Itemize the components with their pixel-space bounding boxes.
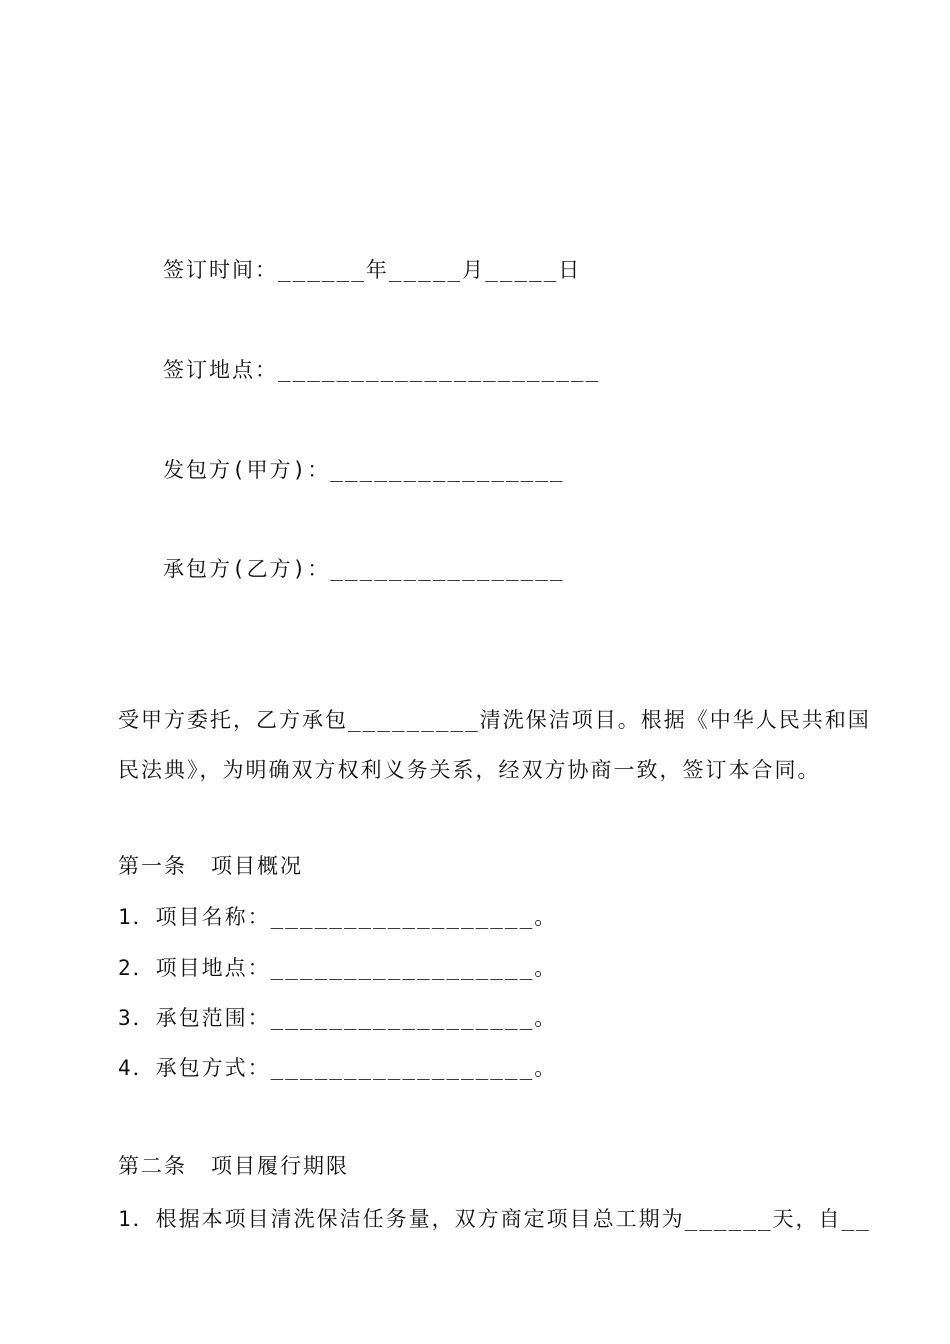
signing-time-field: 签订时间：______年_____月_____日 [163, 258, 582, 282]
article-2-number: 第二条 [118, 1154, 187, 1178]
article-2-item: 1．根据本项目清洗保洁任务量，双方商定项目总工期为______天，自__ [118, 1207, 871, 1231]
article-1-item: 1．项目名称：__________________。 [118, 905, 558, 929]
preamble-line-2: 民法典》，为明确双方权利义务关系，经双方协商一致，签订本合同。 [118, 758, 821, 782]
article-1-heading [118, 852, 303, 880]
signing-place-field: 签订地点：______________________ [163, 358, 601, 382]
party-b-field: 承包方(乙方)：________________ [163, 557, 565, 581]
article-1-item: 3．承包范围：__________________。 [118, 1006, 558, 1030]
party-a-field: 发包方(甲方)：________________ [163, 458, 565, 482]
article-1-item: 4．承包方式：__________________。 [118, 1056, 558, 1080]
article-2-title: 项目履行期限 [211, 1154, 349, 1178]
article-1-number: 第一条 [118, 854, 187, 878]
preamble-line-1: 受甲方委托，乙方承包_________清洗保洁项目。根据《中华人民共和国 [118, 708, 871, 732]
article-1-item: 2．项目地点：__________________。 [118, 956, 558, 980]
article-2-heading [118, 1152, 349, 1180]
article-1-title: 项目概况 [211, 854, 303, 878]
